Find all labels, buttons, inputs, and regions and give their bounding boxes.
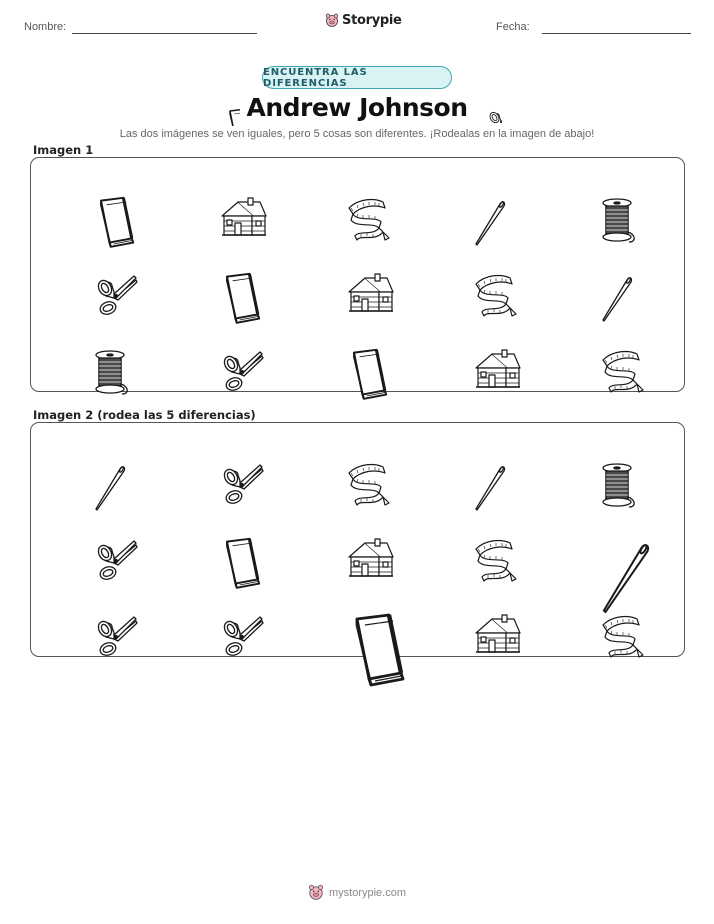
image1-cabin-icon	[450, 330, 498, 370]
image1-book-icon	[73, 174, 115, 222]
image2-spool-icon[interactable]	[585, 441, 617, 485]
image1-spool-icon	[585, 176, 617, 220]
scissors-icon	[472, 91, 502, 128]
name-field[interactable]	[72, 33, 257, 34]
image1-tape-icon	[454, 252, 494, 296]
footer	[0, 884, 714, 901]
image1-needle-icon	[585, 250, 617, 298]
image1-needle-icon	[458, 174, 490, 222]
image2-cabin-icon[interactable]	[323, 519, 371, 559]
pig-mascot-icon	[308, 884, 324, 901]
brand-logo	[325, 13, 402, 28]
image2-scissors-icon[interactable]	[72, 517, 116, 561]
image2-panel[interactable]	[30, 422, 685, 657]
image2-book-icon[interactable]	[199, 515, 241, 563]
image1-tape-icon	[327, 176, 367, 220]
image1-scissors-icon	[198, 328, 242, 372]
image2-needle-icon[interactable]	[576, 502, 626, 576]
pig-mascot-icon	[325, 13, 339, 28]
activity-badge	[262, 66, 452, 89]
image2-scissors-icon[interactable]	[72, 593, 116, 637]
image1-spool-icon	[78, 328, 110, 372]
image2-tape-icon[interactable]	[581, 593, 621, 637]
image2-scissors-icon[interactable]	[198, 441, 242, 485]
title-row	[0, 90, 714, 128]
image1-label: Imagen 1	[33, 143, 94, 157]
image2-cabin-icon[interactable]	[450, 595, 498, 635]
name-label: Nombre:	[24, 21, 67, 33]
image1-cabin-icon	[196, 178, 244, 218]
image2-needle-icon[interactable]	[78, 439, 110, 487]
image2-tape-icon[interactable]	[454, 517, 494, 561]
image1-panel	[30, 157, 685, 392]
image1-scissors-icon	[72, 252, 116, 296]
page-title: Andrew Johnson	[246, 93, 468, 122]
footer-link[interactable]: mystorypie.com	[328, 886, 407, 899]
image2-book-icon[interactable]	[317, 581, 377, 649]
image2-label: Imagen 2 (rodea las 5 diferencias)	[33, 408, 256, 422]
badge-text: ENCUENTRA LAS DIFERENCIAS	[263, 66, 368, 89]
image2-scissors-icon[interactable]	[198, 593, 242, 637]
image2-tape-icon[interactable]	[327, 441, 367, 485]
date-field[interactable]	[542, 33, 691, 34]
worksheet-header	[0, 0, 714, 50]
date-label: Fecha:	[496, 21, 530, 33]
image1-tape-icon	[581, 328, 621, 372]
image2-needle-icon[interactable]	[458, 439, 490, 487]
image1-book-icon	[326, 326, 368, 374]
brand-name: Storypie	[342, 13, 402, 28]
image1-cabin-icon	[323, 254, 371, 294]
instructions-text: Las dos imágenes se ven iguales, pero 5 cosas son diferentes. ¡Rodealas en la imagen de abajo!	[119, 128, 595, 140]
image1-book-icon	[199, 250, 241, 298]
